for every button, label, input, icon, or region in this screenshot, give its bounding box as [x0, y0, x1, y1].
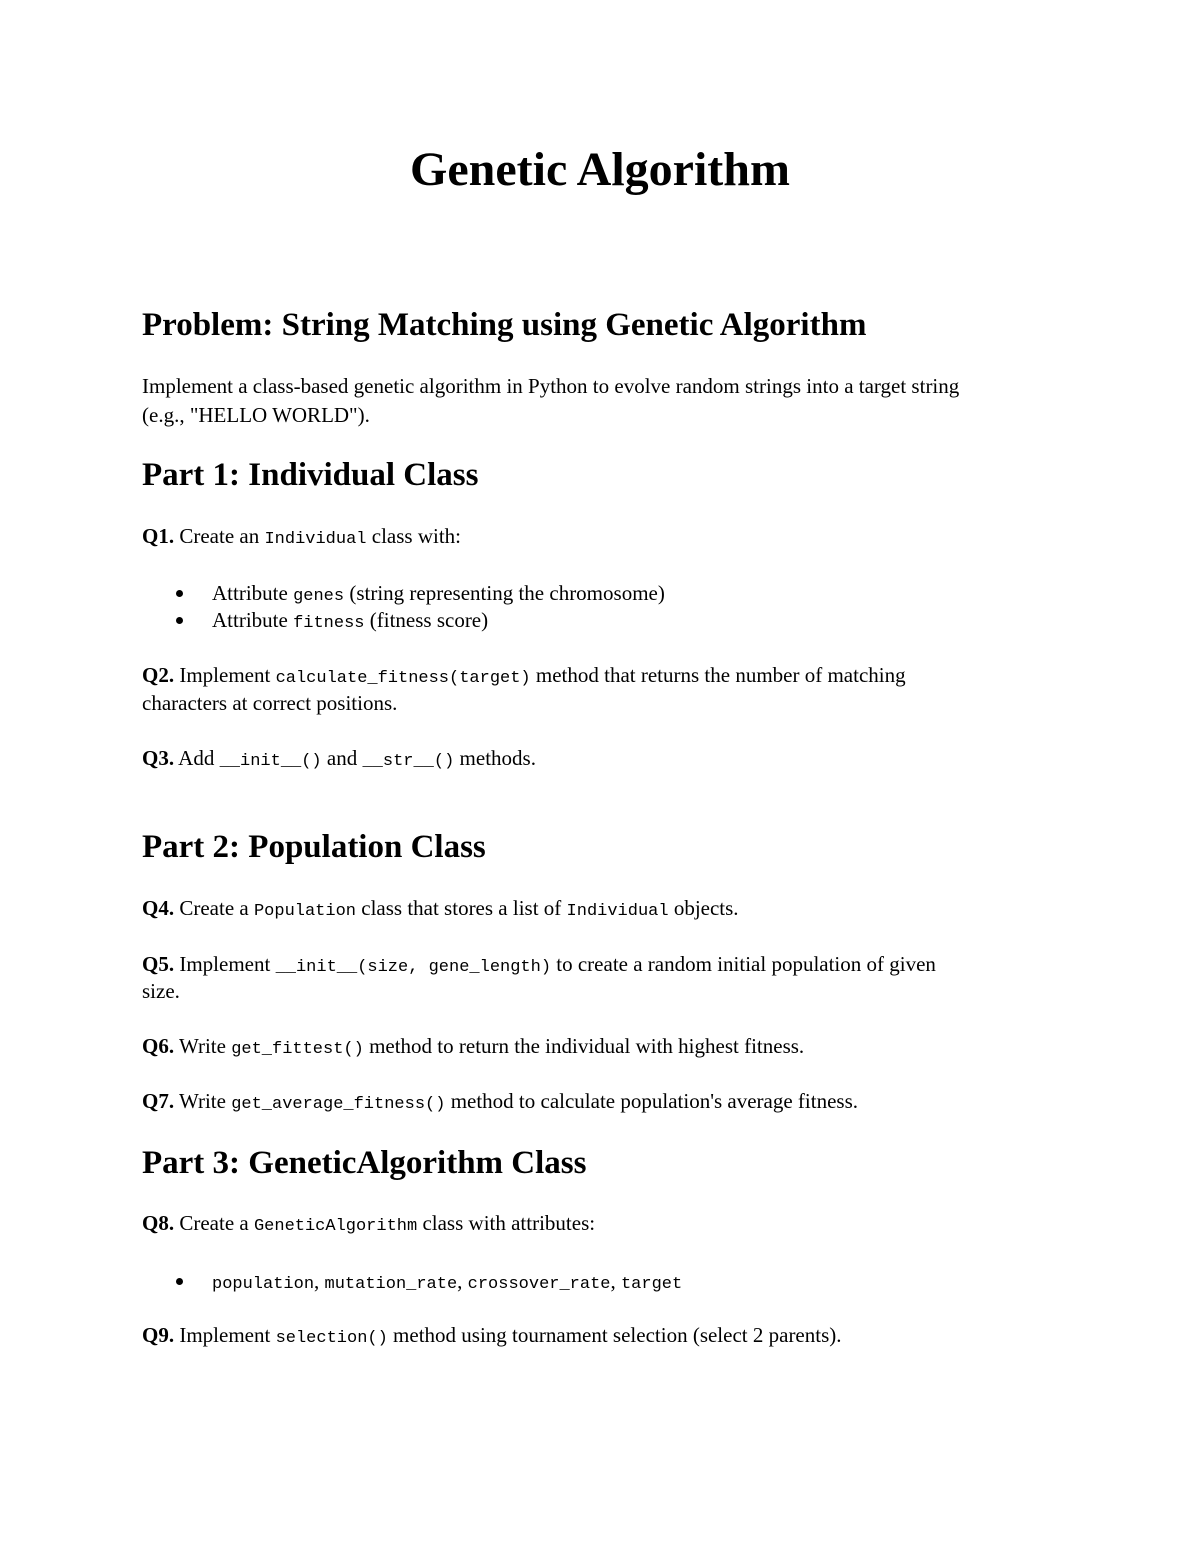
inline-code: GeneticAlgorithm	[253, 1217, 418, 1236]
question-text: method to return the individual with highest fitness.	[363, 1034, 805, 1058]
inline-code: genes	[293, 587, 345, 606]
question-number: Q6.	[142, 1034, 175, 1058]
question-text: method to calculate population's average fitness.	[445, 1089, 859, 1113]
question-text: objects.	[668, 896, 739, 920]
question-text: Implement	[174, 952, 276, 976]
question-text: Implement	[174, 1323, 276, 1347]
question-text: Implement	[174, 663, 276, 687]
question-text: class that stores a list of	[356, 896, 567, 920]
inline-code: get_average_fitness()	[231, 1095, 446, 1114]
question-q2-line-2: characters at correct positions.	[142, 691, 398, 715]
question-text: Write	[174, 1089, 232, 1113]
question-text: methods.	[454, 746, 536, 770]
list-item	[212, 606, 488, 638]
list-item-text: Attribute	[212, 608, 294, 632]
inline-code: crossover_rate	[467, 1275, 611, 1294]
question-q5-line-2: size.	[142, 979, 180, 1003]
inline-code: population	[212, 1275, 315, 1294]
bullet-icon	[176, 617, 183, 624]
inline-code: fitness	[293, 614, 365, 633]
inline-code: target	[620, 1275, 683, 1294]
list-item	[212, 1267, 682, 1299]
inline-code: calculate_fitness(target)	[275, 669, 531, 688]
question-number: Q8.	[142, 1211, 175, 1235]
inline-code: selection()	[275, 1329, 388, 1348]
list-item-text: (string representing the chromosome)	[344, 581, 665, 605]
problem-description-line-1: Implement a class-based genetic algorithm in Python to evolve random strings into a target string	[142, 374, 960, 398]
inline-code: Population	[253, 902, 356, 921]
question-text: Create a	[174, 1211, 254, 1235]
question-q6	[142, 1032, 804, 1064]
question-text: to create a random initial population of given	[551, 952, 936, 976]
inline-code: Individual	[566, 902, 669, 921]
inline-code: Individual	[264, 530, 367, 549]
question-text: and	[321, 746, 363, 770]
question-number: Q1.	[142, 524, 175, 548]
question-number: Q7.	[142, 1089, 175, 1113]
question-text: method using tournament selection (select 2 parents).	[387, 1323, 842, 1347]
question-text: Create an	[174, 524, 265, 548]
list-item-text: Attribute	[212, 581, 294, 605]
list-item-separator: ,	[457, 1269, 468, 1293]
inline-code: __str__()	[362, 752, 455, 771]
question-text: Create a	[174, 896, 254, 920]
inline-code: mutation_rate	[324, 1275, 458, 1294]
question-number: Q2.	[142, 663, 175, 687]
question-q4	[142, 894, 739, 926]
list-item-separator: ,	[314, 1269, 325, 1293]
part3-heading: Part 3: GeneticAlgorithm Class	[142, 1145, 587, 1181]
inline-code: get_fittest()	[231, 1040, 364, 1059]
question-number: Q5.	[142, 952, 175, 976]
question-q1	[142, 522, 461, 554]
question-text: Write	[174, 1034, 232, 1058]
problem-heading: Problem: String Matching using Genetic Algorithm	[142, 307, 867, 343]
problem-description-line-2: (e.g., "HELLO WORLD").	[142, 403, 370, 427]
part1-heading: Part 1: Individual Class	[142, 457, 479, 493]
question-number: Q3.	[142, 746, 175, 770]
question-text: method that returns the number of matching	[530, 663, 906, 687]
question-text: Add	[174, 746, 220, 770]
bullet-icon	[176, 590, 183, 597]
question-q3	[142, 744, 536, 776]
list-item-separator: ,	[610, 1269, 621, 1293]
part2-heading: Part 2: Population Class	[142, 829, 486, 865]
question-text: class with attributes:	[417, 1211, 596, 1235]
question-text: class with:	[366, 524, 461, 548]
question-q9	[142, 1321, 842, 1353]
question-number: Q9.	[142, 1323, 175, 1347]
inline-code: __init__()	[219, 752, 322, 771]
question-q8	[142, 1209, 595, 1241]
question-q7	[142, 1087, 858, 1119]
question-q5	[142, 950, 936, 982]
document-title: Genetic Algorithm	[410, 143, 790, 196]
inline-code: __init__(size, gene_length)	[275, 958, 552, 977]
list-item-text: (fitness score)	[364, 608, 489, 632]
bullet-icon	[176, 1278, 183, 1285]
question-number: Q4.	[142, 896, 175, 920]
